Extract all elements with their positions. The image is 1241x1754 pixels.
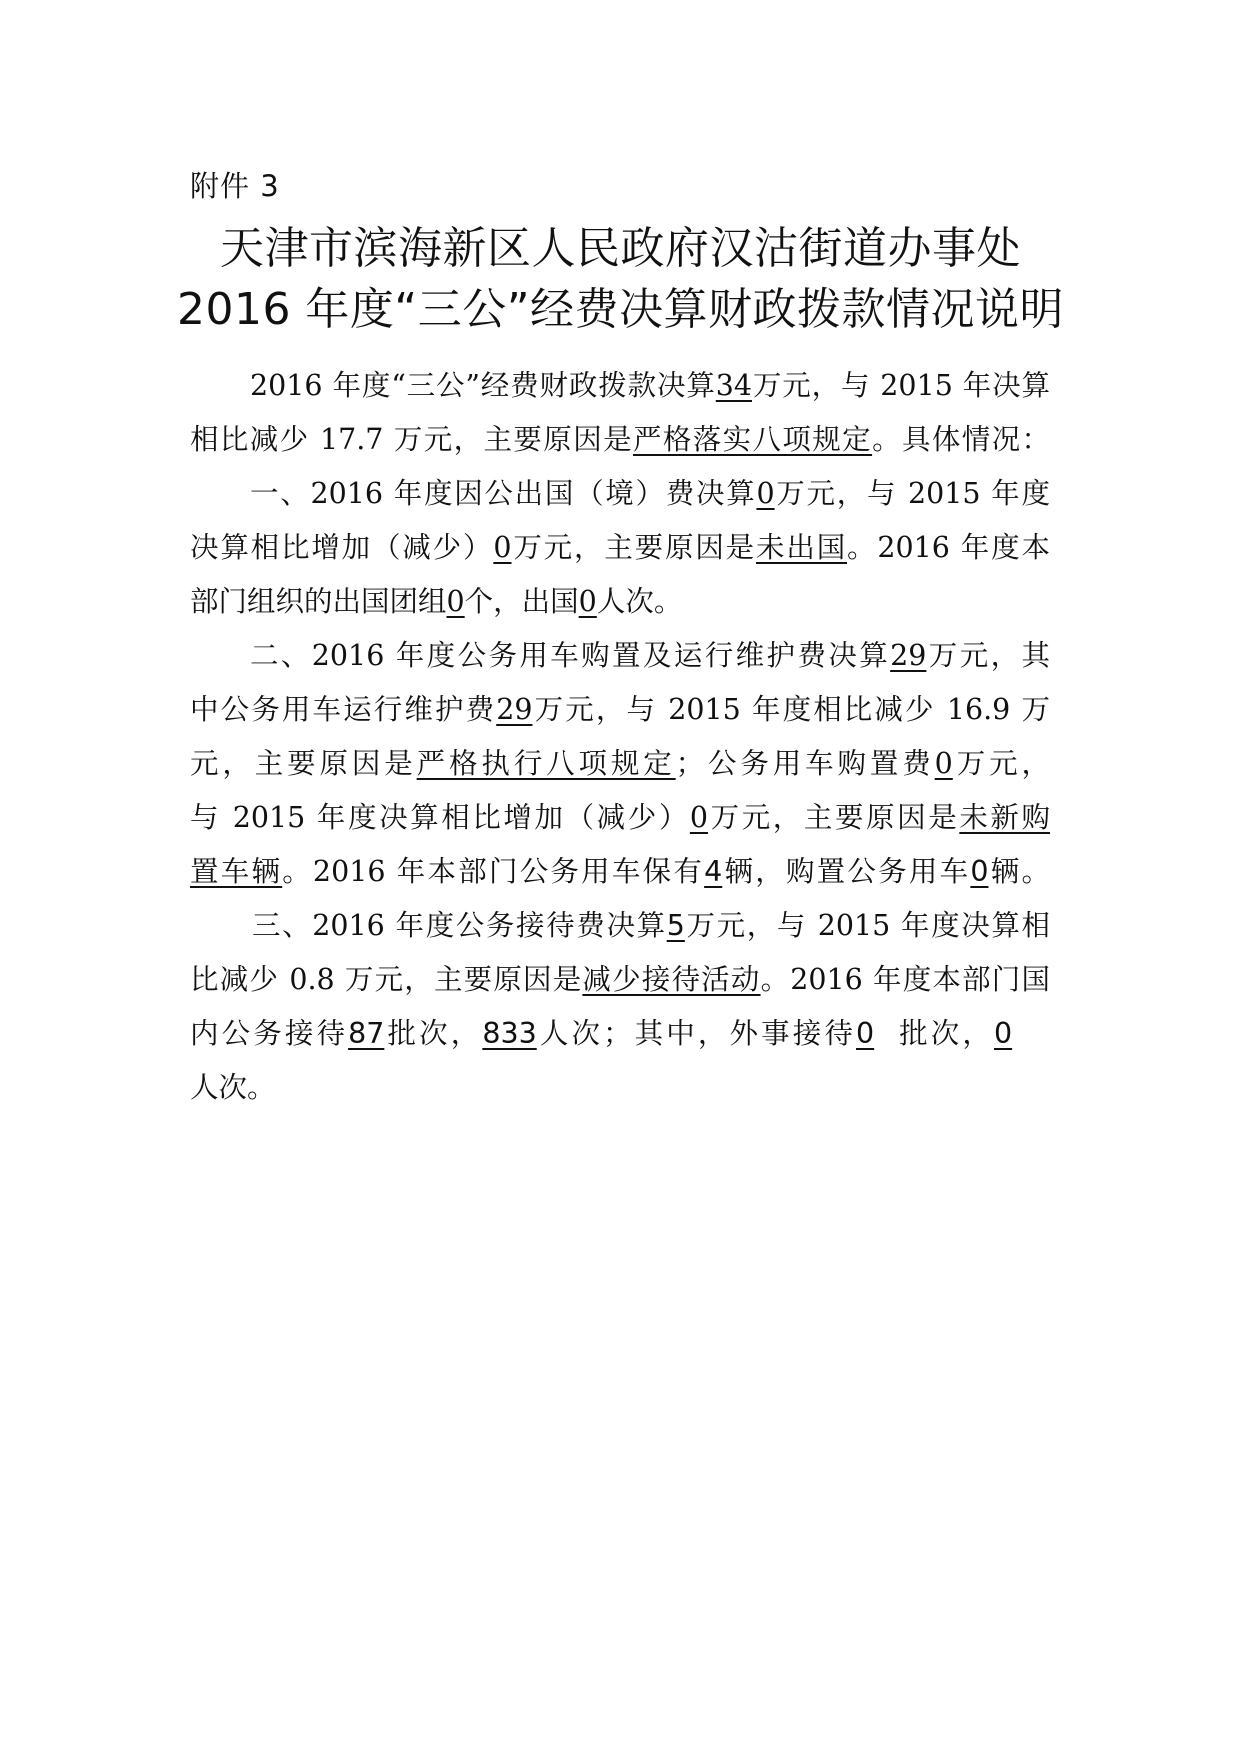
document-title-line1: 天津市滨海新区人民政府汉沽街道办事处 — [220, 223, 1021, 274]
vehicle-purchase-value: 0 — [934, 747, 953, 780]
vehicles-held-value: 4 — [704, 855, 723, 888]
text-segment: 。2016 年本部门公务用车保有 — [282, 855, 705, 888]
intro-line1 — [250, 366, 1050, 406]
item2-line3 — [190, 744, 1050, 784]
document-title-line2: 2016 年度“三公”经费决算财政拨款情况说明 — [176, 284, 1065, 335]
text-segment: 万元， — [952, 747, 1050, 780]
item3-line3 — [190, 1014, 1050, 1054]
text-segment: ；公务用车购置费 — [675, 747, 935, 780]
text-segment: 万元，与 2015 年度相比减少 16.9 万 — [532, 693, 1050, 726]
text-segment: 与 2015 年度决算相比增加（减少） — [190, 801, 690, 834]
text-segment: 万元，主要原因是 — [708, 801, 960, 834]
text-segment: 批次， — [384, 1017, 483, 1050]
item1-line1 — [250, 474, 1050, 514]
text-segment: 万元，与 2015 年度决算相 — [684, 909, 1050, 942]
item3-line2 — [190, 960, 1050, 1000]
text-segment: 万元，与 2015 年度 — [774, 477, 1051, 510]
vehicle-purchase-change-value: 0 — [689, 801, 709, 834]
reception-reason-value: 减少接待活动 — [582, 963, 761, 996]
intro-line2 — [190, 420, 1050, 460]
reception-batches-value: 87 — [348, 1017, 385, 1050]
text-segment: 比减少 0.8 万元，主要原因是 — [190, 963, 583, 996]
overseas-reason-value: 未出国 — [756, 531, 848, 564]
item2-line4 — [190, 798, 1050, 838]
text-segment: 万元，其 — [926, 639, 1050, 672]
item2-line2 — [190, 690, 1050, 730]
overseas-change-value: 0 — [493, 531, 512, 564]
text-segment: 。2016 年度本 — [847, 531, 1050, 564]
overseas-persons-value: 0 — [578, 585, 597, 618]
vehicle-maintenance-value: 29 — [496, 693, 533, 726]
item2-line1 — [250, 636, 1050, 676]
text-segment: 元，主要原因是 — [190, 747, 417, 780]
text-segment: 内公务接待 — [190, 1017, 349, 1050]
text-segment: 决算相比增加（减少） — [190, 531, 494, 564]
text-segment: 人次。 — [190, 1071, 276, 1104]
item3-line4 — [190, 1068, 1050, 1108]
foreign-batches-value: 0 — [856, 1017, 875, 1050]
text-segment: 万元，主要原因是 — [511, 531, 757, 564]
text-segment: 二、2016 年度公务用车购置及运行维护费决算 — [250, 639, 891, 672]
text-segment: 批次， — [896, 1017, 994, 1050]
total-amount-value: 34 — [715, 369, 753, 402]
vehicle-purchase-reason-value: 未新购 — [959, 801, 1050, 834]
intro-reason-value: 严格落实八项规定 — [632, 423, 873, 456]
text-segment: 人次；其中，外事接待 — [536, 1017, 856, 1050]
text-segment: 一、2016 年度因公出国（境）费决算 — [250, 477, 757, 510]
text-segment: 个，出国 — [464, 585, 579, 618]
vehicle-reason-value: 严格执行八项规定 — [416, 747, 676, 780]
text-segment: 辆，购置公务用车 — [722, 855, 971, 888]
text-segment: 辆。 — [988, 855, 1050, 888]
text-segment: 人次。 — [596, 585, 683, 618]
text-segment: 。具体情况： — [872, 423, 1050, 456]
item1-line3 — [190, 582, 1050, 622]
attachment-label: 附件 3 — [190, 169, 280, 203]
reception-amount-value: 5 — [666, 909, 685, 942]
item1-line2 — [190, 528, 1050, 568]
text-segment: 2016 年度“三公”经费财政拨款决算 — [250, 369, 716, 402]
text-segment: 相比减少 17.7 万元，主要原因是 — [190, 423, 633, 456]
overseas-amount-value: 0 — [756, 477, 775, 510]
text-segment: 万元，与 2015 年决算 — [752, 369, 1050, 402]
foreign-persons-value: 0 — [993, 1017, 1013, 1050]
text-segment: 。2016 年度本部门国 — [760, 963, 1050, 996]
vehicles-purchased-value: 0 — [970, 855, 989, 888]
overseas-groups-value: 0 — [446, 585, 465, 618]
vehicle-purchase-reason-value-cont: 置车辆 — [190, 855, 283, 888]
item2-line5 — [190, 852, 1050, 892]
vehicle-total-value: 29 — [890, 639, 927, 672]
text-segment: 三、2016 年度公务接待费决算 — [252, 909, 667, 942]
text-segment: 中公务用车运行维护费 — [190, 693, 497, 726]
reception-persons-value: 833 — [482, 1017, 537, 1050]
item3-line1 — [252, 906, 1050, 946]
text-segment: 部门组织的出国团组 — [190, 585, 447, 618]
